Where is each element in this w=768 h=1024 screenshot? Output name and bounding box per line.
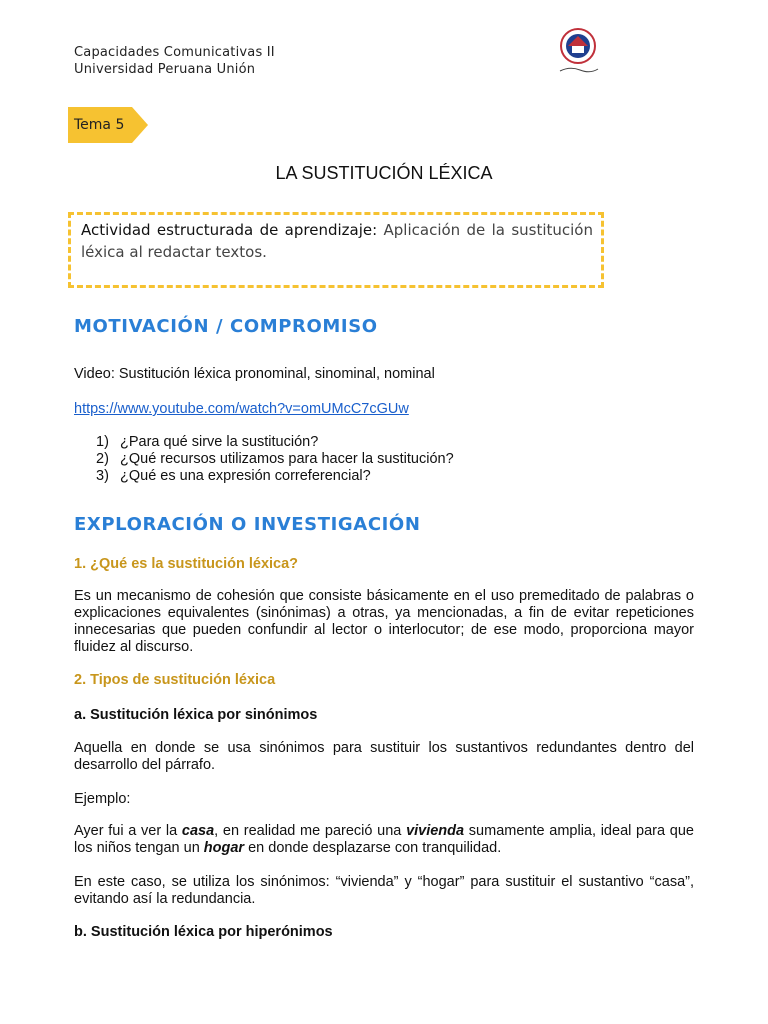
section-exploracion: EXPLORACIÓN O INVESTIGACIÓN — [74, 514, 421, 535]
question-item: 3) ¿Qué es una expresión correferencial? — [96, 468, 371, 484]
subtitle-tipos: 2. Tipos de sustitución léxica — [74, 672, 276, 688]
page-title: LA SUSTITUCIÓN LÉXICA — [275, 163, 493, 183]
activity-box — [68, 212, 604, 288]
subtitle-hiperonimos: b. Sustitución léxica por hiperónimos — [74, 924, 333, 940]
definition-paragraph: Es un mecanismo de cohesión que consiste básicamente en el uso premeditado de palabras o explicaciones equivalentes (sinónimas) a otras, ya mencionadas, a fin de evitar repeticiones innecesarias que pueden confundir al lector o interlocutor; de ese modo, proporciona mayor fluidez al discurso. — [74, 588, 694, 655]
question-item: 1) ¿Para qué sirve la sustitución? — [96, 434, 319, 450]
course-name: Capacidades Comunicativas II — [74, 45, 275, 60]
section-motivacion: MOTIVACIÓN / COMPROMISO — [74, 316, 378, 337]
document-header — [74, 44, 275, 78]
caso-paragraph: En este caso, se utiliza los sinónimos: “vivienda” y “hogar” para sustituir el sustantivo “casa”, evitando así la redundancia. — [74, 874, 694, 907]
tema-label: Tema 5 — [74, 117, 125, 133]
example-word-hogar: hogar — [203, 840, 245, 856]
sinonimos-paragraph: Aquella en donde se usa sinónimos para sustituir los sustantivos redundantes dentro del desarrollo del párrafo. — [74, 740, 694, 773]
ejemplo-label: Ejemplo: — [74, 791, 131, 807]
example-word-vivienda: vivienda — [406, 823, 465, 839]
example-paragraph: Ayer fui a ver la casa, en realidad me pareció una vivienda sumamente amplia, ideal para que los niños tengan un hogar en donde desplazarse con tranquilidad. — [74, 823, 694, 856]
university-seal-icon — [550, 26, 606, 76]
video-line: Video: Sustitución léxica pronominal, sinominal, nominal — [74, 366, 435, 382]
question-item: 2) ¿Qué recursos utilizamos para hacer la sustitución? — [96, 451, 454, 467]
subtitle-sinonimos: a. Sustitución léxica por sinónimos — [74, 707, 318, 723]
subtitle-que-es: 1. ¿Qué es la sustitución léxica? — [74, 556, 299, 572]
example-word-casa: casa — [181, 823, 215, 839]
activity-description: Aplicación de la sustitución léxica al redactar textos. — [81, 221, 593, 261]
university-name: Universidad Peruana Unión — [74, 62, 256, 77]
activity-text — [81, 219, 593, 263]
activity-lead: Actividad estructurada de aprendizaje: — [81, 221, 378, 239]
video-link[interactable]: https://www.youtube.com/watch?v=omUMcC7cGUw — [74, 401, 409, 417]
video-link-wrapper — [74, 401, 694, 418]
